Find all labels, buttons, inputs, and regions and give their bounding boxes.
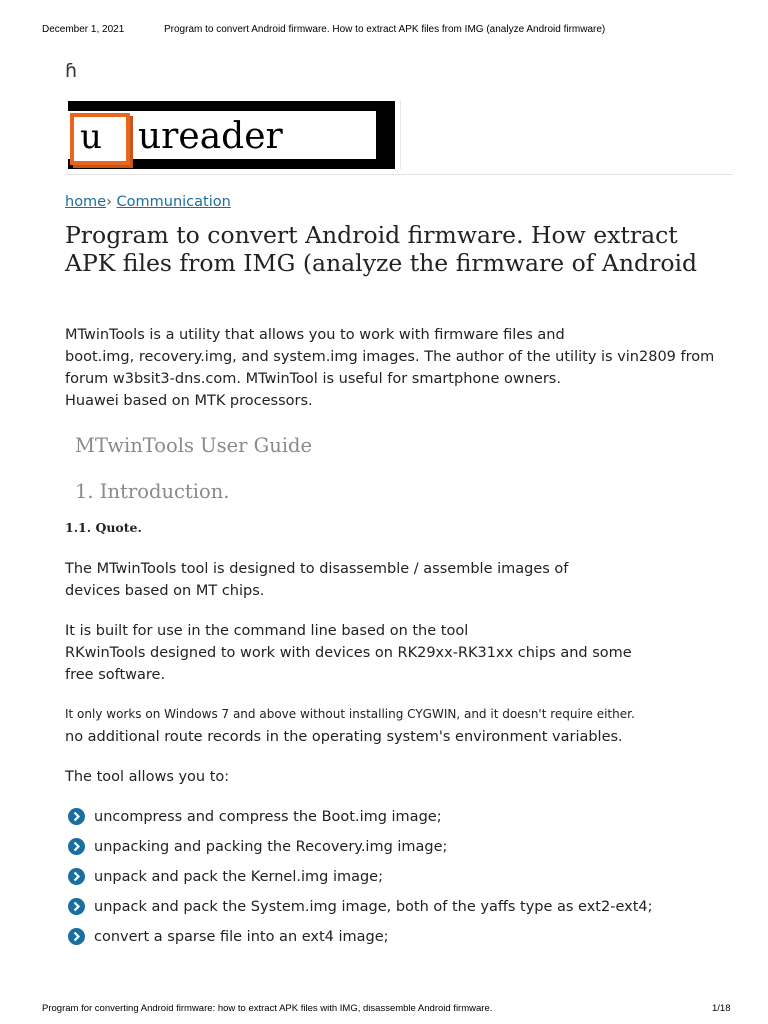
list-item-text: unpack and pack the System.img image, both of the yaffs type as ext2-ext4; xyxy=(94,899,653,915)
print-date: December 1, 2021 xyxy=(42,24,125,35)
header-divider xyxy=(400,101,401,169)
tool-features-list xyxy=(68,806,708,956)
breadcrumb-separator: › xyxy=(106,194,112,210)
tool-allows-label: The tool allows you to: xyxy=(65,769,230,785)
chevron-right-icon xyxy=(68,838,85,855)
intro-paragraph xyxy=(65,324,755,412)
paragraph-line: free software. xyxy=(65,667,166,683)
list-item xyxy=(68,866,708,888)
section-heading: 1. Introduction. xyxy=(75,480,230,503)
intro-line: Huawei based on MTK processors. xyxy=(65,393,313,409)
guide-heading: MTwinTools User Guide xyxy=(75,434,313,457)
breadcrumb-category-link[interactable]: Communication xyxy=(116,194,231,210)
intro-line: boot.img, recovery.img, and system.img images. The author of the utility is vin2809 from xyxy=(65,349,715,365)
print-header-title: Program to convert Android firmware. How to extract APK files from IMG (analyze Android firmware) xyxy=(164,24,606,35)
list-item xyxy=(68,806,708,828)
list-item-text: unpacking and packing the Recovery.img image; xyxy=(94,839,448,855)
chevron-right-icon xyxy=(68,928,85,945)
paragraph-line: RKwinTools designed to work with devices on RK29xx-RK31xx chips and some xyxy=(65,645,632,661)
list-item-text: convert a sparse file into an ext4 image; xyxy=(94,929,389,945)
site-glyph: ɦ xyxy=(65,60,78,82)
list-item xyxy=(68,896,654,918)
header-rule xyxy=(65,174,733,175)
site-logo[interactable] xyxy=(68,101,395,169)
article-title: Program to convert Android firmware. How extract APK files from IMG (analyze the firmware of Android xyxy=(65,221,698,277)
list-item-text: uncompress and compress the Boot.img image; xyxy=(94,809,442,825)
list-item xyxy=(68,926,708,948)
logo-text: ureader xyxy=(138,116,283,157)
logo-inner xyxy=(68,111,376,159)
paragraph-requirements: no additional route records in the operating system's environment variables. xyxy=(65,729,623,745)
list-item xyxy=(68,836,708,858)
subsection-heading: 1.1. Quote. xyxy=(65,520,142,535)
breadcrumb xyxy=(65,194,231,210)
paragraph-basis xyxy=(65,620,755,686)
logo-letter: u xyxy=(70,113,130,165)
chevron-right-icon xyxy=(68,808,85,825)
paragraph-requirements-small: It only works on Windows 7 and above without installing CYGWIN, and it doesn't require either. xyxy=(65,707,635,721)
chevron-right-icon xyxy=(68,868,85,885)
paragraph-line: The MTwinTools tool is designed to disassemble / assemble images of xyxy=(65,561,569,577)
list-item-text: unpack and pack the Kernel.img image; xyxy=(94,869,383,885)
breadcrumb-home-link[interactable]: home xyxy=(65,194,107,210)
paragraph-purpose xyxy=(65,558,755,602)
paragraph-line: It is built for use in the command line based on the tool xyxy=(65,623,469,639)
print-footer-title: Program for converting Android firmware: how to extract APK files with IMG, disassemble Android firmware. xyxy=(42,1003,493,1014)
print-page-number: 1/18 xyxy=(712,1003,731,1014)
intro-line: forum w3bsit3-dns.com. MTwinTool is useful for smartphone owners. xyxy=(65,371,561,387)
chevron-right-icon xyxy=(68,898,85,915)
paragraph-line: devices based on MT chips. xyxy=(65,583,265,599)
intro-line: MTwinTools is a utility that allows you to work with firmware files and xyxy=(65,327,565,343)
